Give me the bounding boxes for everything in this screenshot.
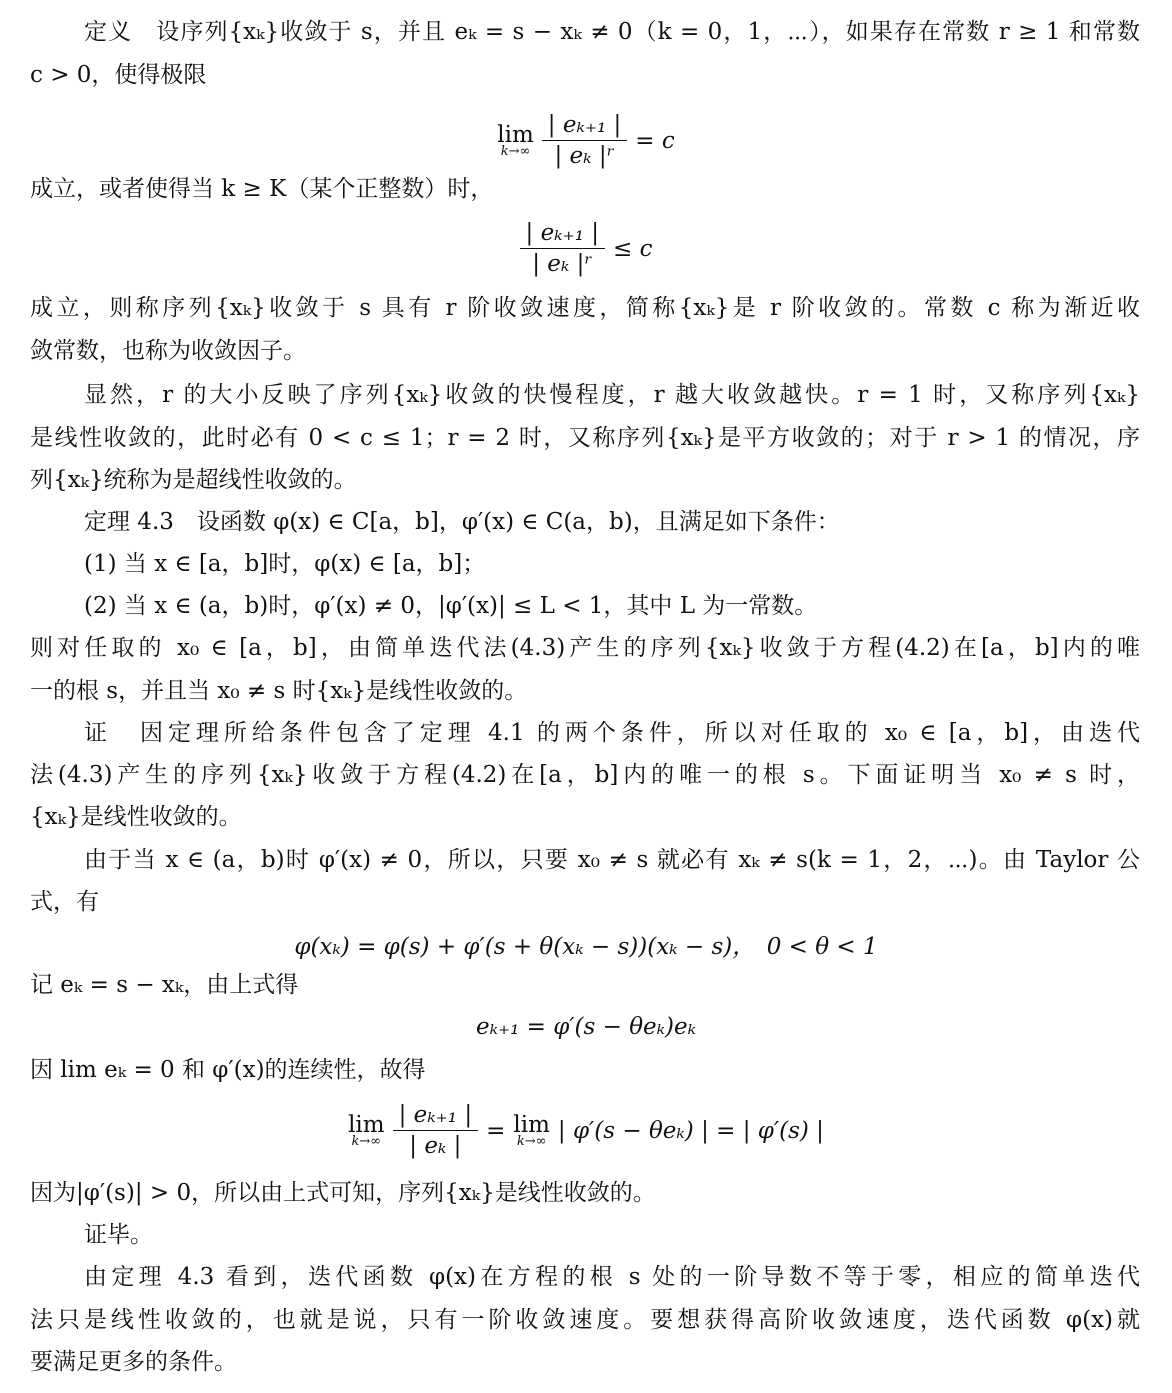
fraction-denominator: | eₖ |ʳ bbox=[554, 143, 615, 169]
lim-subscript: k→∞ bbox=[351, 1134, 382, 1149]
fraction-denominator: | eₖ | bbox=[409, 1133, 462, 1159]
lim-symbol: lim bbox=[348, 1112, 385, 1138]
text-line: 一的根 s，并且当 x₀ ≠ s 时{xₖ}是线性收敛的。 bbox=[30, 678, 528, 704]
text-line: 由于当 x ∈ (a，b)时 φ′(x) ≠ 0，所以，只要 x₀ ≠ s 就必有 xₖ ≠ s(k = 1，2，⋯)。由 Taylor 公 bbox=[84, 847, 1140, 873]
formula-taylor: φ(xₖ) = φ(s) + φ′(s + θ(xₖ − s))(xₖ − s)， 0 < θ < 1 bbox=[294, 934, 878, 960]
text-line: 因 lim eₖ = 0 和 φ′(x)的连续性，故得 bbox=[30, 1057, 426, 1083]
formula-rhs: ≤ c bbox=[613, 235, 653, 262]
formula-rhs: | φ′(s − θeₖ) | = | φ′(s) | bbox=[557, 1117, 824, 1144]
fraction-numerator: | eₖ₊₁ | bbox=[520, 220, 605, 249]
fraction-denominator: | eₖ |ʳ bbox=[532, 251, 593, 277]
text-line: 则对任取的 x₀ ∈ [a，b]，由简单迭代法(4.3)产生的序列{xₖ}收敛于方程(4.2)在[a，b]内的唯 bbox=[30, 635, 1140, 661]
theorem-condition-1: (1) 当 x ∈ [a，b]时，φ(x) ∈ [a，b]； bbox=[84, 551, 486, 577]
text-line: 成立，则称序列{xₖ}收敛于 s 具有 r 阶收敛速度，简称{xₖ}是 r 阶收敛的。常数 c 称为渐近收 bbox=[30, 295, 1140, 321]
formula-inequality-definition bbox=[0, 220, 1172, 277]
text-line: 式，有 bbox=[30, 889, 99, 915]
text-line: 敛常数，也称为收敛因子。 bbox=[30, 338, 306, 364]
definition-line-1: 定义 设序列{xₖ}收敛于 s，并且 eₖ = s − xₖ ≠ 0（k = 0，1，⋯），如果存在常数 r ≥ 1 和常数 bbox=[84, 19, 1140, 45]
text-line: 法只是线性收敛的，也就是说，只有一阶收敛速度。要想获得高阶收敛速度，迭代函数 φ(x)就 bbox=[30, 1307, 1140, 1333]
formula-rhs: = c bbox=[635, 127, 675, 154]
theorem-condition-2: (2) 当 x ∈ (a，b)时，φ′(x) ≠ 0，|φ′(x)| ≤ L < 1，其中 L 为一常数。 bbox=[84, 593, 818, 619]
formula-limit-definition bbox=[0, 112, 1172, 169]
lim-symbol: lim bbox=[513, 1112, 550, 1138]
proof-end: 证毕。 bbox=[84, 1222, 153, 1248]
text-line: 由定理 4.3 看到，迭代函数 φ(x)在方程的根 s 处的一阶导数不等于零，相应的简单迭代 bbox=[84, 1264, 1140, 1290]
text-line: 成立，或者使得当 k ≥ K（某个正整数）时， bbox=[30, 176, 494, 202]
lim-subscript: k→∞ bbox=[500, 144, 531, 159]
text-line: 显然，r 的大小反映了序列{xₖ}收敛的快慢程度，r 越大收敛越快。r = 1 时，又称序列{xₖ} bbox=[84, 382, 1140, 408]
definition-line-2: c > 0，使得极限 bbox=[30, 62, 207, 88]
lim-symbol: lim bbox=[497, 122, 534, 148]
text-line: 法(4.3)产生的序列{xₖ}收敛于方程(4.2)在[a，b]内的唯一的根 s。下面证明当 x₀ ≠ s 时， bbox=[30, 762, 1140, 788]
text-line: 要满足更多的条件。 bbox=[30, 1349, 237, 1375]
formula-equals: = bbox=[486, 1117, 506, 1144]
fraction-numerator: | eₖ₊₁ | bbox=[542, 112, 627, 141]
formula-limit-ratio bbox=[0, 1102, 1172, 1159]
fraction-numerator: | eₖ₊₁ | bbox=[393, 1102, 478, 1131]
text-line: 列{xₖ}统称为是超线性收敛的。 bbox=[30, 467, 357, 493]
lim-subscript: k→∞ bbox=[516, 1134, 547, 1149]
theorem-heading-line: 定理 4.3 设函数 φ(x) ∈ C[a，b]，φ′(x) ∈ C(a，b)，且满足如下条件： bbox=[84, 509, 840, 535]
text-line: {xₖ}是线性收敛的。 bbox=[30, 804, 242, 830]
formula-error-recurrence: eₖ₊₁ = φ′(s − θeₖ)eₖ bbox=[475, 1014, 697, 1040]
text-line: 记 eₖ = s − xₖ，由上式得 bbox=[30, 972, 299, 998]
text-line: 因为|φ′(s)| > 0，所以由上式可知，序列{xₖ}是线性收敛的。 bbox=[30, 1180, 656, 1206]
text-line: 是线性收敛的，此时必有 0 < c ≤ 1；r = 2 时，又称序列{xₖ}是平方收敛的；对于 r > 1 的情况，序 bbox=[30, 425, 1140, 451]
proof-line-1: 证 因定理所给条件包含了定理 4.1 的两个条件，所以对任取的 x₀ ∈ [a，b]，由迭代 bbox=[84, 720, 1140, 746]
